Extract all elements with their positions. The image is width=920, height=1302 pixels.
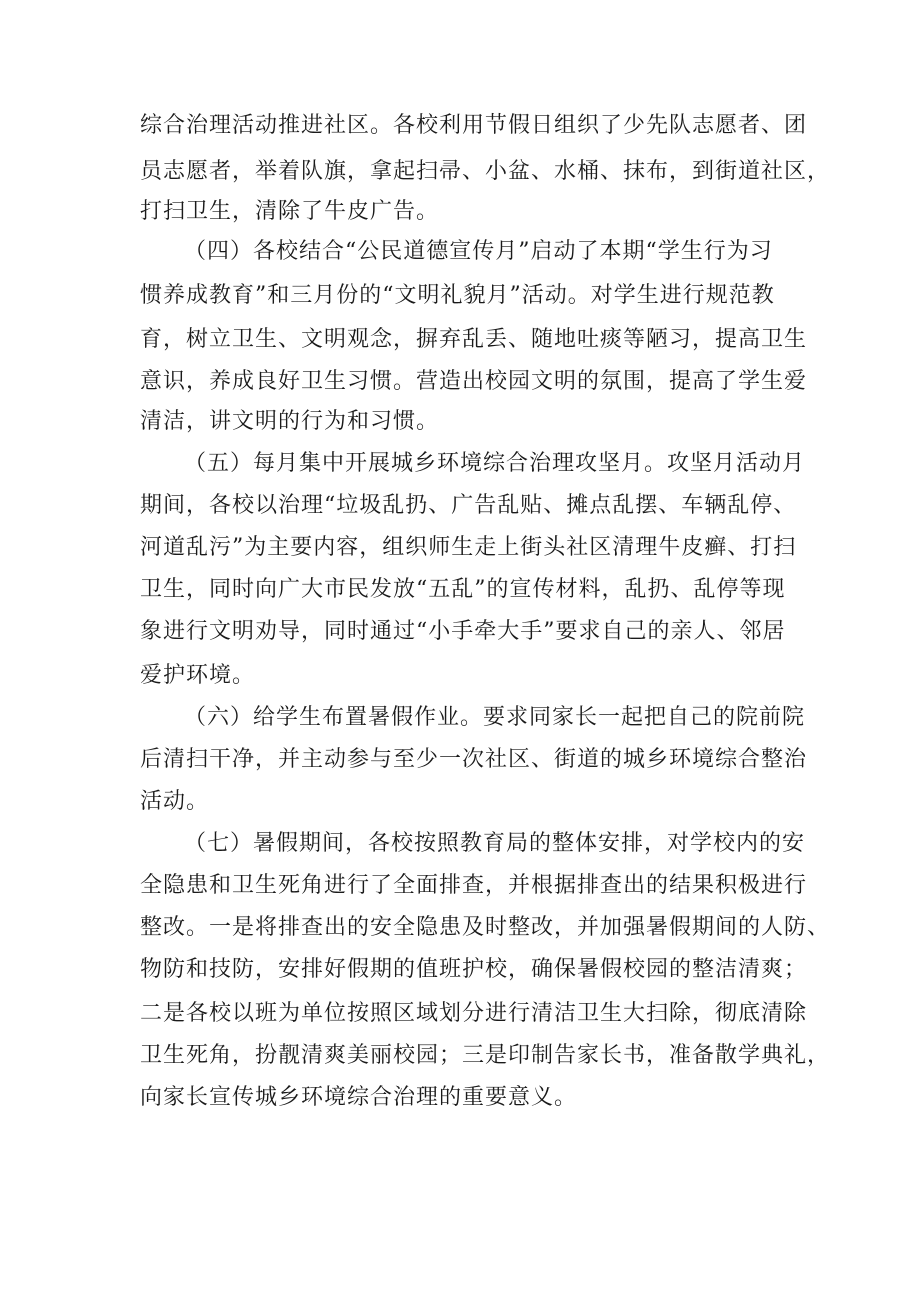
text-line: （六）给学生布置暑假作业。要求同家长一起把自己的院前院: [184, 705, 806, 730]
text-line: 意识，养成良好卫生习惯。营造出校园文明的氛围，提高了学生爱: [140, 369, 808, 394]
text-line: 综合治理活动推进社区。各校利用节假日组织了少先队志愿者、团: [140, 113, 808, 138]
text-line: （四）各校结合“公民道德宣传月”启动了本期“学生行为习: [184, 239, 773, 264]
text-line: 物防和技防，安排好假期的值班护校，确保暑假校园的整洁清爽；: [140, 957, 808, 982]
text-line: 河道乱污”为主要内容，组织师生走上街头社区清理牛皮癣、打扫: [140, 535, 797, 560]
text-line: （七）暑假期间，各校按照教育局的整体安排，对学校内的安: [184, 831, 806, 856]
text-line: 卫生，同时向广大市民发放“五乱”的宣传材料，乱扔、乱停等现: [140, 577, 786, 602]
text-line: 育，树立卫生、文明观念，摒弃乱丢、随地吐痰等陋习，提高卫生: [140, 327, 808, 352]
text-line: （五）每月集中开展城乡环境综合治理攻坚月。攻坚月活动月: [184, 451, 806, 476]
text-line: 活动。: [140, 789, 210, 814]
text-line: 爱护环境。: [140, 663, 256, 688]
text-line: 整改。一是将排查出的安全隐患及时整改，并加强暑假期间的人防、: [140, 915, 831, 940]
text-line: 二是各校以班为单位按照区域划分进行清洁卫生大扫除，彻底清除: [140, 1001, 808, 1026]
text-line: 惯养成教育”和三月份的“文明礼貌月”活动。对学生进行规范教: [140, 283, 775, 308]
text-line: 期间，各校以治理“垃圾乱扔、广告乱贴、摊点乱摆、车辆乱停、: [140, 493, 797, 518]
text-line: 后清扫干净，并主动参与至少一次社区、街道的城乡环境综合整治: [140, 747, 808, 772]
text-line: 打扫卫生，清除了牛皮广告。: [140, 199, 440, 224]
text-line: 清洁，讲文明的行为和习惯。: [140, 409, 440, 434]
text-line: 向家长宣传城乡环境综合治理的重要意义。: [140, 1085, 578, 1110]
text-line: 员志愿者，举着队旗，拿起扫帚、小盆、水桶、抹布，到街道社区，: [140, 159, 831, 184]
text-line: 全隐患和卫生死角进行了全面排查，并根据排查出的结果积极进行: [140, 873, 808, 898]
text-line: 卫生死角，扮靓清爽美丽校园；三是印制告家长书，准备散学典礼，: [140, 1043, 831, 1068]
text-line: 象进行文明劝导，同时通过“小手牵大手”要求自己的亲人、邻居: [140, 619, 786, 644]
